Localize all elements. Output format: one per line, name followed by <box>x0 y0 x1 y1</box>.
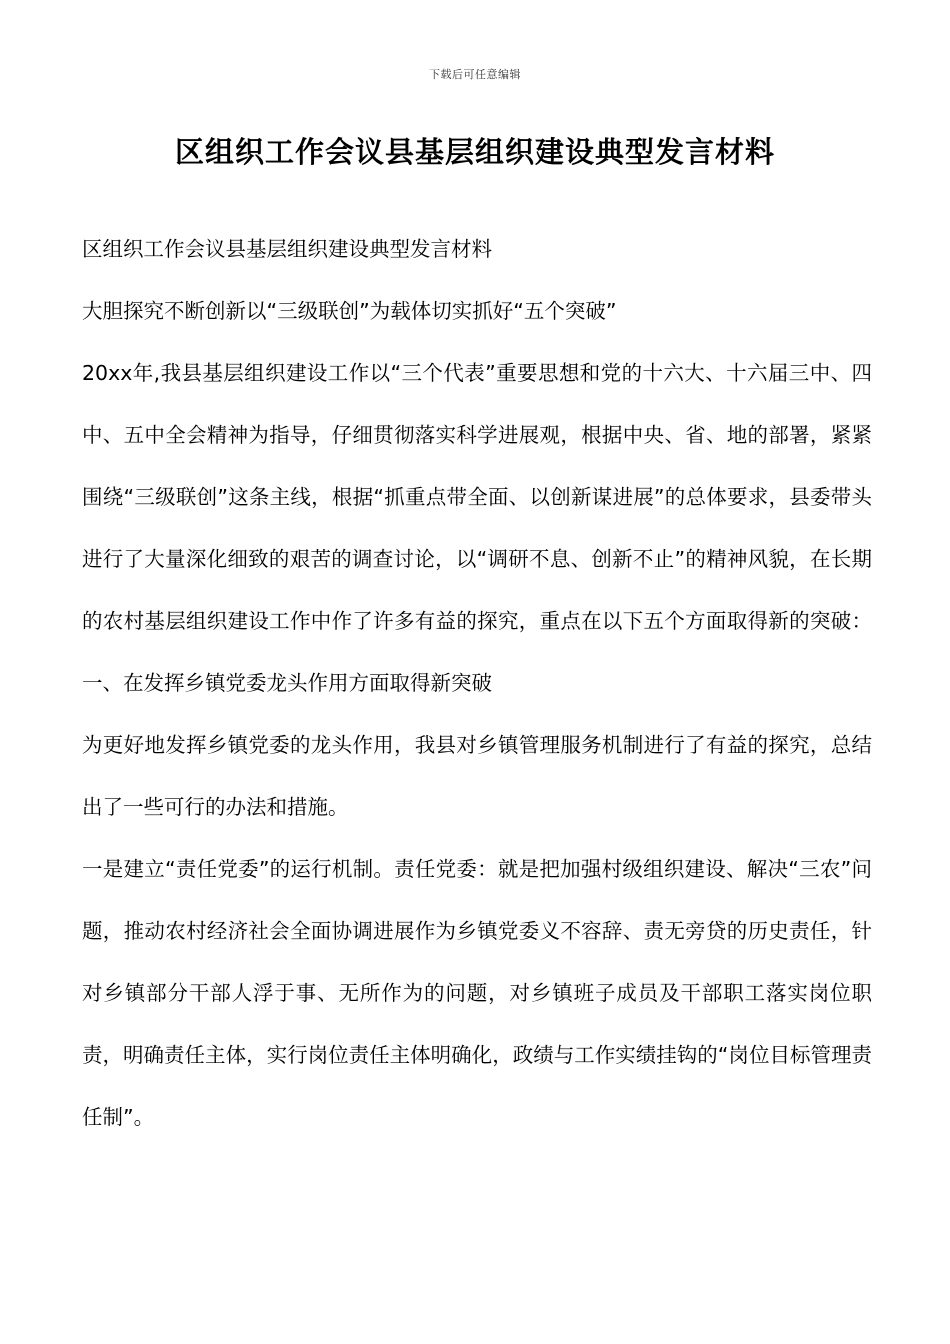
document-body <box>82 218 872 1148</box>
paragraph-slogan: 大胆探究不断创新以“三级联创”为载体切实抓好“五个突破” <box>82 299 617 323</box>
paragraph-intro: 20xx年,我县基层组织建设工作以“三个代表”重要思想和党的十六大、十六届三中、四中、五中全会精神为指导，仔细贯彻落实科学进展观，根据中央、省、地的部署，紧紧围绕“三级联创”这条主线，根据“抓重点带全面、以创新谋进展”的总体要求，县委带头进行了大量深化细致的艰苦的调查讨论，以“调研不息、创新不止”的精神风貌，在长期的农村基层组织建设工作中作了许多有益的探究，重点在以下五个方面取得新的突破：一、在发挥乡镇党委龙头作用方面取得新突破 <box>82 361 872 695</box>
header-note: 下载后可任意编辑 <box>429 68 521 81</box>
paragraph-section-one: 为更好地发挥乡镇党委的龙头作用，我县对乡镇管理服务机制进行了有益的探究，总结出了一些可行的办法和措施。 <box>82 733 872 819</box>
paragraph-responsibility: 一是建立“责任党委”的运行机制。责任党委：就是把加强村级组织建设、解决“三农”问题，推动农村经济社会全面协调进展作为乡镇党委义不容辞、责无旁贷的历史责任，针对乡镇部分干部人浮于事、无所作为的问题，对乡镇班子成员及干部职工落实岗位职责，明确责任主体，实行岗位责任主体明确化，政绩与工作实绩挂钩的“岗位目标管理责任制”。 <box>82 857 872 1129</box>
paragraph-subtitle: 区组织工作会议县基层组织建设典型发言材料 <box>82 237 492 261</box>
document-title: 区组织工作会议县基层组织建设典型发言材料 <box>174 135 775 169</box>
